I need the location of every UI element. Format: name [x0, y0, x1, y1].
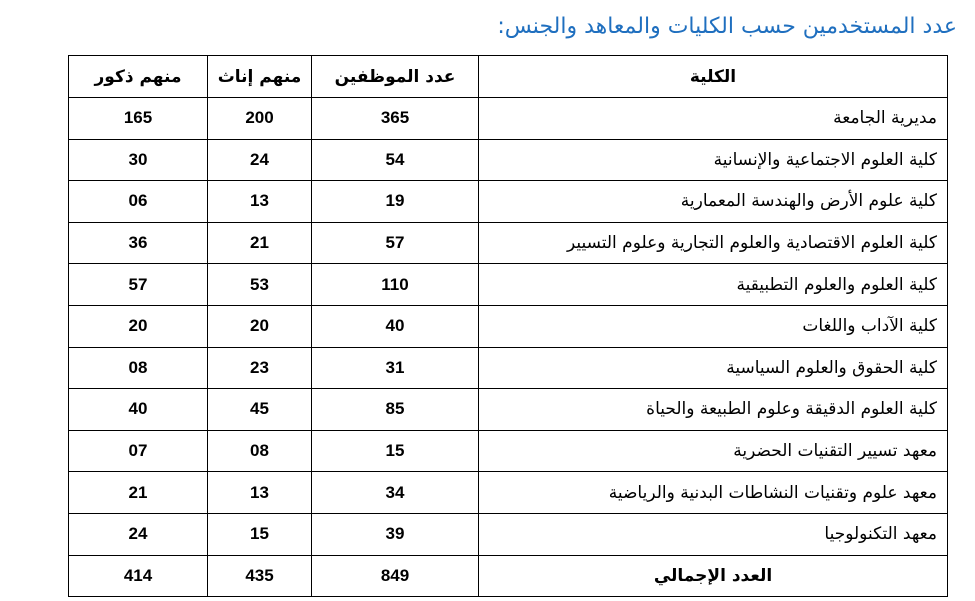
female-cell: 20 — [208, 305, 312, 347]
header-total: عدد الموظفين — [312, 56, 479, 98]
total-cell: 40 — [312, 305, 479, 347]
total-cell: 57 — [312, 222, 479, 264]
female-cell: 08 — [208, 430, 312, 472]
faculty-cell: معهد تسيير التقنيات الحضرية — [479, 430, 948, 472]
table-row — [69, 305, 948, 347]
faculty-cell: معهد علوم وتقنيات النشاطات البدنية والرياضية — [479, 472, 948, 514]
faculty-cell: كلية علوم الأرض والهندسة المعمارية — [479, 181, 948, 223]
totals-row — [69, 555, 948, 597]
page-title: عدد المستخدمين حسب الكليات والمعاهد والجنس: — [497, 14, 957, 39]
male-total-cell: 414 — [69, 555, 208, 597]
table-row — [69, 181, 948, 223]
table-row — [69, 264, 948, 306]
faculty-cell: كلية الحقوق والعلوم السياسية — [479, 347, 948, 389]
male-cell: 40 — [69, 389, 208, 431]
female-cell: 24 — [208, 139, 312, 181]
faculty-cell: كلية العلوم الاقتصادية والعلوم التجارية وعلوم التسيير — [479, 222, 948, 264]
male-cell: 20 — [69, 305, 208, 347]
total-cell: 19 — [312, 181, 479, 223]
male-cell: 08 — [69, 347, 208, 389]
header-female: منهم إناث — [208, 56, 312, 98]
female-cell: 53 — [208, 264, 312, 306]
male-cell: 24 — [69, 513, 208, 555]
total-cell: 31 — [312, 347, 479, 389]
faculty-cell: كلية الآداب واللغات — [479, 305, 948, 347]
total-cell: 365 — [312, 98, 479, 140]
faculty-cell: معهد التكنولوجيا — [479, 513, 948, 555]
header-faculty: الكلية — [479, 56, 948, 98]
faculty-cell: كلية العلوم الاجتماعية والإنسانية — [479, 139, 948, 181]
table-row — [69, 98, 948, 140]
table-row — [69, 347, 948, 389]
header-row — [69, 56, 948, 98]
female-cell: 45 — [208, 389, 312, 431]
female-total-cell: 435 — [208, 555, 312, 597]
female-cell: 15 — [208, 513, 312, 555]
female-cell: 23 — [208, 347, 312, 389]
total-cell: 15 — [312, 430, 479, 472]
total-cell: 85 — [312, 389, 479, 431]
female-cell: 200 — [208, 98, 312, 140]
male-cell: 165 — [69, 98, 208, 140]
faculty-cell: كلية العلوم الدقيقة وعلوم الطبيعة والحياة — [479, 389, 948, 431]
staff-table — [68, 55, 948, 597]
male-cell: 06 — [69, 181, 208, 223]
grand-total-cell: 849 — [312, 555, 479, 597]
totals-label: العدد الإجمالي — [479, 555, 948, 597]
male-cell: 07 — [69, 430, 208, 472]
female-cell: 21 — [208, 222, 312, 264]
header-male: منهم ذكور — [69, 56, 208, 98]
male-cell: 36 — [69, 222, 208, 264]
total-cell: 34 — [312, 472, 479, 514]
male-cell: 30 — [69, 139, 208, 181]
faculty-cell: مديرية الجامعة — [479, 98, 948, 140]
female-cell: 13 — [208, 472, 312, 514]
table-row — [69, 389, 948, 431]
table-row — [69, 513, 948, 555]
table-row — [69, 139, 948, 181]
female-cell: 13 — [208, 181, 312, 223]
table-row — [69, 472, 948, 514]
male-cell: 57 — [69, 264, 208, 306]
table-row — [69, 430, 948, 472]
table-row — [69, 222, 948, 264]
total-cell: 110 — [312, 264, 479, 306]
faculty-cell: كلية العلوم والعلوم التطبيقية — [479, 264, 948, 306]
male-cell: 21 — [69, 472, 208, 514]
total-cell: 54 — [312, 139, 479, 181]
total-cell: 39 — [312, 513, 479, 555]
